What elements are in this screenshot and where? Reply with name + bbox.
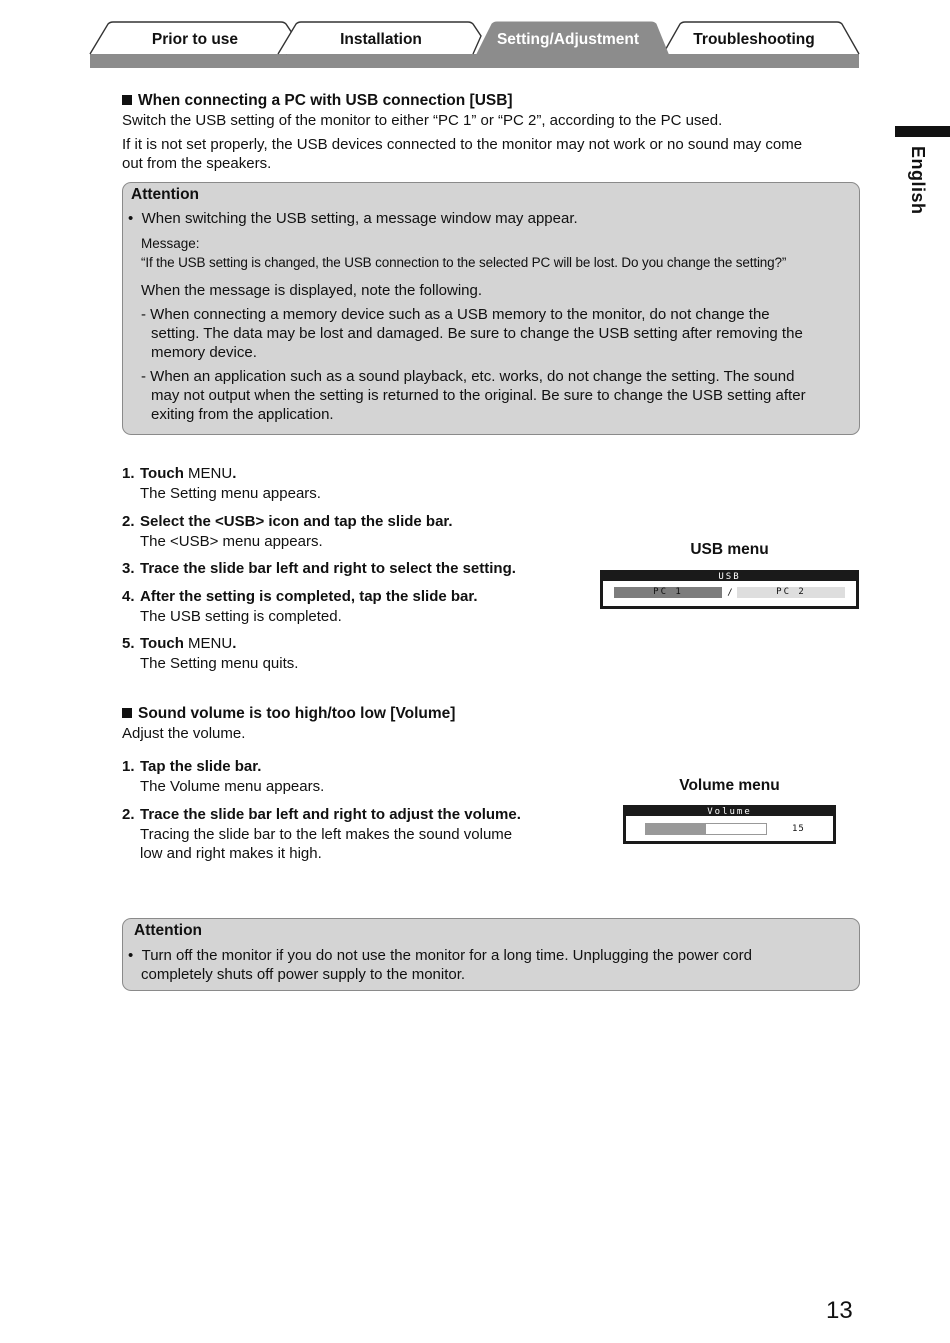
message-label: Message:	[141, 236, 200, 251]
step-action: Tap the slide bar.	[140, 758, 262, 775]
attention-2-title: Attention	[134, 922, 203, 939]
step-number: 2.	[122, 806, 135, 823]
volume-osd-title: Volume	[626, 808, 833, 816]
usb-step-2	[122, 512, 453, 551]
message-text: “If the USB setting is changed, the USB connection to the selected PC will be lost. Do you change the setting?”	[141, 255, 787, 270]
usb-osd-title: USB	[603, 573, 856, 581]
tab-setting-adjustment[interactable]: Setting/Adjustment	[496, 31, 640, 48]
step-result: The <USB> menu appears.	[140, 532, 323, 550]
step-action: Touch	[140, 635, 184, 652]
step-action: Touch	[140, 465, 184, 482]
note-2-line-1: - When an application such as a sound playback, etc. works, do not change the setting. The sound	[141, 368, 795, 385]
step-number: 1.	[122, 758, 135, 775]
tab-baseline-bar	[90, 54, 859, 68]
attention-title: Attention	[131, 186, 200, 203]
usb-option-pc1[interactable]: PC 1	[614, 587, 722, 598]
note-2-line-2: may not output when the setting is returned to the original. Be sure to change the USB setting after	[151, 387, 806, 404]
step-period: .	[232, 635, 237, 652]
step-number: 5.	[122, 635, 135, 652]
usb-step-3	[122, 559, 516, 579]
usb-menu-caption: USB menu	[690, 541, 769, 558]
attention-2-bullet: • Turn off the monitor if you do not use the monitor for a long time. Unplugging the power cord	[128, 947, 752, 964]
language-marker-bar	[895, 126, 950, 137]
step-number: 1.	[122, 465, 135, 482]
volume-step-2	[122, 805, 521, 864]
note-1-line-3: memory device.	[151, 344, 257, 361]
note-1-line-1: - When connecting a memory device such as a USB memory to the monitor, do not change the	[141, 306, 770, 323]
note-1-line-2: setting. The data may be lost and damaged. Be sure to change the USB setting after removing the	[151, 325, 803, 342]
volume-intro: Adjust the volume.	[122, 725, 246, 742]
usb-step-5	[122, 634, 298, 673]
step-action: Trace the slide bar left and right to adjust the volume.	[140, 806, 521, 823]
step-number: 3.	[122, 560, 135, 577]
usb-intro-2b: out from the speakers.	[122, 155, 272, 172]
step-result: The USB setting is completed.	[140, 607, 342, 625]
step-action: After the setting is completed, tap the slide bar.	[140, 588, 478, 605]
usb-step-4	[122, 587, 478, 626]
attention-bullet: • When switching the USB setting, a message window may appear.	[128, 210, 578, 227]
step-target: MENU	[183, 635, 233, 652]
volume-menu-osd	[623, 805, 836, 844]
volume-menu-caption: Volume menu	[679, 777, 780, 794]
square-bullet-icon	[122, 95, 132, 105]
step-number: 4.	[122, 588, 135, 605]
attention-2-bullet-text: Turn off the monitor if you do not use the monitor for a long time. Unplugging the power cord	[141, 947, 752, 964]
volume-section-heading	[122, 705, 455, 723]
usb-option-separator: /	[727, 588, 733, 598]
volume-slider-fill	[646, 824, 706, 834]
step-result: The Volume menu appears.	[140, 777, 325, 795]
step-action: Trace the slide bar left and right to select the setting.	[140, 560, 516, 577]
usb-section-heading	[122, 92, 513, 110]
tab-installation[interactable]: Installation	[340, 31, 422, 48]
step-result: The Setting menu quits.	[140, 654, 299, 672]
tab-troubleshooting[interactable]: Troubleshooting	[693, 31, 815, 48]
usb-intro-2a: If it is not set properly, the USB devices connected to the monitor may not work or no sound may come	[122, 136, 803, 153]
attention-2-bullet-cont: completely shuts off power supply to the monitor.	[141, 966, 466, 983]
step-number: 2.	[122, 513, 135, 530]
tab-prior-to-use[interactable]: Prior to use	[151, 31, 239, 48]
step-action: Select the <USB> icon and tap the slide bar.	[140, 513, 453, 530]
usb-step-1	[122, 464, 321, 503]
step-result-line-2: low and right makes it high.	[140, 845, 322, 862]
step-result: The Setting menu appears.	[140, 484, 321, 502]
usb-intro-1: Switch the USB setting of the monitor to either “PC 1” or “PC 2”, according to the PC used.	[122, 112, 723, 129]
note-2-line-3: exiting from the application.	[151, 406, 334, 423]
step-result-line-1: Tracing the slide bar to the left makes the sound volume	[140, 825, 513, 843]
attention-bullet-text: When switching the USB setting, a message window may appear.	[141, 210, 578, 227]
language-label: English	[908, 146, 928, 215]
step-target: MENU	[183, 465, 233, 482]
volume-heading-text: Sound volume is too high/too low [Volume]	[138, 705, 456, 722]
volume-slider-track[interactable]	[645, 823, 767, 835]
page-number: 13	[826, 1297, 853, 1324]
usb-option-pc2[interactable]: PC 2	[737, 587, 845, 598]
note-intro: When the message is displayed, note the following.	[141, 282, 483, 299]
usb-heading-text: When connecting a PC with USB connection [USB]	[138, 92, 513, 109]
square-bullet-icon	[122, 708, 132, 718]
volume-value: 15	[792, 824, 805, 834]
step-period: .	[232, 465, 237, 482]
volume-step-1	[122, 757, 324, 796]
usb-menu-osd	[600, 570, 859, 609]
